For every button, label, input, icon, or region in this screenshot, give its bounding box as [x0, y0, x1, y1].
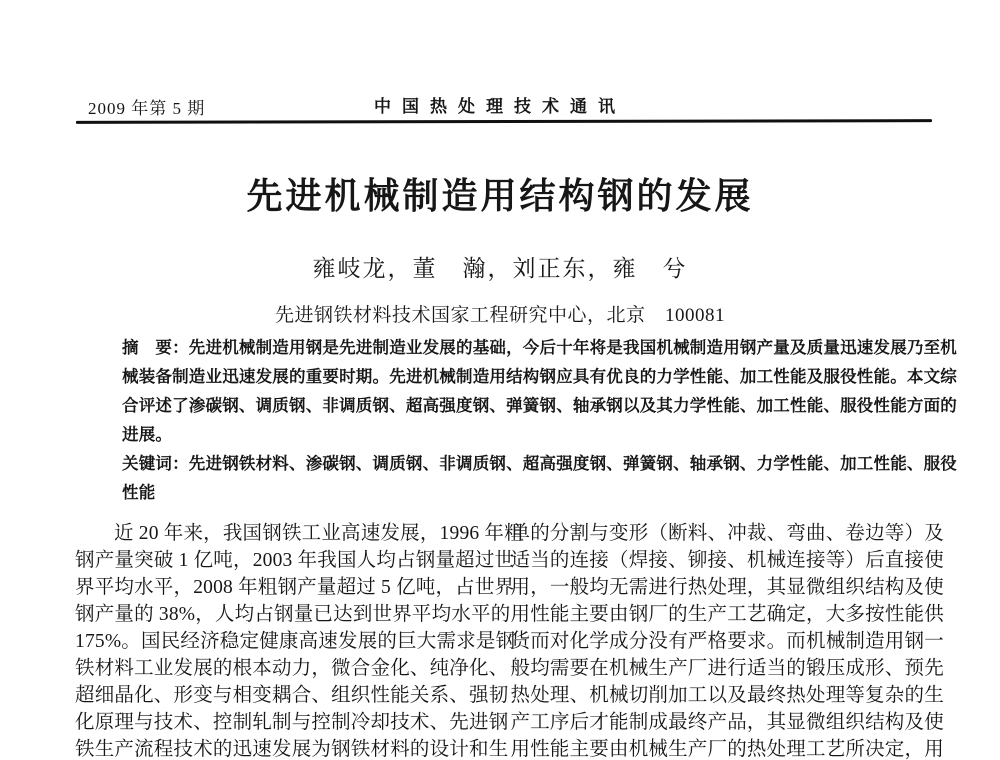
text-line: 单的分割与变形（断料、冲裁、弯曲、卷边等）及: [510, 523, 944, 544]
text-line: 关键词：先进钢铁材料、渗碳钢、调质钢、非调质钢、超高强度钢、弹簧钢、轴承钢、力学性能、加工性能、服役: [122, 454, 957, 473]
text-line: 界平均水平，2008 年粗钢产量超过 5 亿吨，占世界: [75, 577, 515, 598]
text-line: 化原理与技术、控制轧制与控制冷却技术、先进钢: [75, 712, 509, 733]
body-two-column-text: [75, 520, 944, 760]
journal-title: 中国热处理技术通讯: [374, 97, 626, 116]
text-line: 钢产量突破 1 亿吨，2003 年我国人均占钢量超过世: [75, 550, 515, 571]
text-line: 超细晶化、形变与相变耦合、组织性能关系、强韧: [75, 685, 509, 706]
text-line: 进展。: [122, 425, 173, 444]
text-line: 适当的连接（焊接、铆接、机械连接等）后直接使: [510, 550, 944, 571]
abstract-and-keywords-block: [122, 333, 957, 507]
text-line: 铁生产流程技术的迅速发展为钢铁材料的设计和生: [75, 739, 509, 760]
journal-issue-label: 2009 年第 5 期: [88, 99, 206, 118]
text-line: 用，一般均无需进行热处理，其显微组织结构及使: [510, 577, 944, 598]
text-line: 钢产量的 38%，人均占钢量已达到世界平均水平的: [75, 604, 511, 625]
body-right-column: [510, 520, 944, 760]
text-line: 合评述了渗碳钢、调质钢、非调质钢、超高强度钢、弹簧钢、轴承钢以及其力学性能、加工性能、服役性能方面的: [122, 396, 957, 415]
text-line: 般均需要在机械生产厂进行适当的锻压成形、预先: [510, 658, 944, 679]
text-line: 用性能主要由钢厂的生产工艺确定，大多按性能供: [510, 604, 944, 625]
body-left-column: [75, 520, 524, 760]
text-line: 产工序后才能制成最终产品，其显微组织结构及使: [510, 712, 944, 733]
author-list: 雍岐龙，董 瀚，刘正东，雍 兮: [312, 256, 688, 281]
text-line: 性能: [122, 483, 156, 502]
text-line: 货而对化学成分没有严格要求。而机械制造用钢一: [510, 631, 944, 652]
text-line: 摘 要：先进机械制造用钢是先进制造业发展的基础，今后十年将是我国机械制造用钢产量及质量迅速发展乃至机: [122, 338, 957, 357]
header-divider-rule: [76, 119, 932, 124]
text-line: 175%。国民经济稳定健康高速发展的巨大需求是钢: [75, 631, 516, 652]
text-line: 用性能主要由机械生产厂的热处理工艺所决定，用: [510, 739, 944, 760]
article-title: 先进机械制造用结构钢的发展: [246, 176, 754, 216]
affiliation-line: 先进钢铁材料技术国家工程研究中心，北京 100081: [274, 305, 725, 326]
text-line: 热处理、机械切削加工以及最终热处理等复杂的生: [510, 685, 944, 706]
text-line: 械装备制造业迅速发展的重要时期。先进机械制造用结构钢应具有优良的力学性能、加工性能及服役性能。本文综: [122, 367, 957, 386]
text-line: 铁材料工业发展的根本动力，微合金化、纯净化、: [75, 658, 509, 679]
text-line: 近 20 年来，我国钢铁工业高速发展，1996 年粗: [114, 523, 524, 544]
